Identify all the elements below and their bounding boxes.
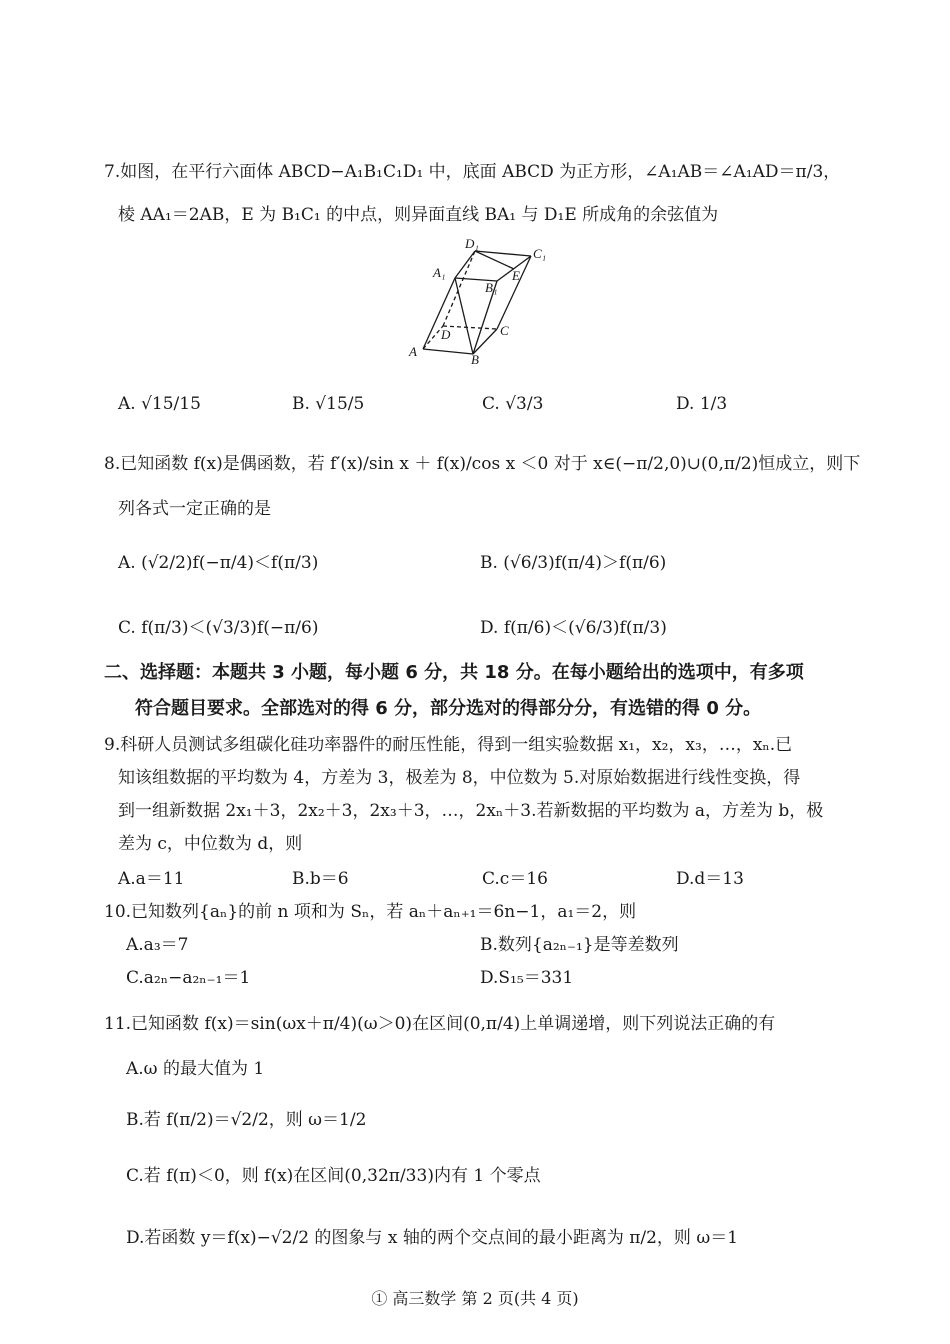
q9-line3: 到一组新数据 2x₁＋3，2x₂＋3，2x₃＋3，…，2xₙ＋3.若新数据的平均数为 a，方差为 b，极 <box>118 801 824 821</box>
q10-option-d: D.S₁₅＝331 <box>480 968 574 988</box>
q7-option-a: A. √15/15 <box>118 394 201 414</box>
q8-option-b: B. (√6/3)f(π/4)＞f(π/6) <box>480 553 667 573</box>
q10-option-c: C.a₂ₙ−a₂ₙ₋₁＝1 <box>126 968 251 988</box>
q11-option-c: C.若 f(π)＜0，则 f(x)在区间(0,32π/33)内有 1 个零点 <box>126 1166 541 1186</box>
q10-option-b: B.数列{a₂ₙ₋₁}是等差数列 <box>480 935 679 955</box>
q8-line2: 列各式一定正确的是 <box>118 499 271 519</box>
q9-option-d: D.d＝13 <box>676 869 744 889</box>
label-B: B <box>471 352 479 366</box>
label-D: D <box>441 327 451 342</box>
q9-option-c: C.c＝16 <box>482 869 548 889</box>
page-footer: ① 高三数学 第 2 页(共 4 页) <box>371 1289 579 1308</box>
parallelepiped-figure <box>405 236 565 366</box>
q8-option-c: C. f(π/3)＜(√3/3)f(−π/6) <box>118 618 319 638</box>
q9-line2: 知该组数据的平均数为 4，方差为 3，极差为 8，中位数为 5.对原始数据进行线性变换，得 <box>118 768 801 788</box>
q9-option-a: A.a＝11 <box>118 869 185 889</box>
label-A: A <box>409 344 417 359</box>
q8-option-a: A. (√2/2)f(−π/4)＜f(π/3) <box>118 553 319 573</box>
label-D1: D₁ <box>465 236 479 251</box>
q11-option-d: D.若函数 y＝f(x)−√2/2 的图象与 x 轴的两个交点间的最小距离为 π/2，则 ω＝1 <box>126 1228 739 1248</box>
q10-option-a: A.a₃＝7 <box>126 935 189 955</box>
section2-heading-line2: 符合题目要求。全部选对的得 6 分，部分选对的得部分分，有选错的得 0 分。 <box>135 698 762 719</box>
q7-line2: 棱 AA₁＝2AB，E 为 B₁C₁ 的中点，则异面直线 BA₁ 与 D₁E 所成角的余弦值为 <box>118 205 719 225</box>
q7-option-b: B. √15/5 <box>292 394 365 414</box>
label-A1: A₁ <box>433 265 446 280</box>
q9-option-b: B.b＝6 <box>292 869 349 889</box>
q10-line1: 10.已知数列{aₙ}的前 n 项和为 Sₙ，若 aₙ＋aₙ₊₁＝6n−1，a₁＝2，则 <box>104 902 637 922</box>
label-C1: C₁ <box>533 246 547 261</box>
q9-line1: 9.科研人员测试多组碳化硅功率器件的耐压性能，得到一组实验数据 x₁，x₂，x₃，…，xₙ.已 <box>104 735 793 755</box>
label-B1: B₁ <box>485 280 498 295</box>
q7-option-c: C. √3/3 <box>482 394 544 414</box>
label-C: C <box>500 323 509 338</box>
label-E: E <box>512 268 520 283</box>
q9-line4: 差为 c，中位数为 d，则 <box>118 834 303 854</box>
q8-option-d: D. f(π/6)＜(√6/3)f(π/3) <box>480 618 667 638</box>
section2-heading-line1: 二、选择题：本题共 3 小题，每小题 6 分，共 18 分。在每小题给出的选项中，有多项 <box>104 662 804 683</box>
q8-line1: 8.已知函数 f(x)是偶函数，若 f′(x)/sin x ＋ f(x)/cos x ＜0 对于 x∈(−π/2,0)∪(0,π/2)恒成立，则下 <box>104 454 861 474</box>
q7-option-d: D. 1/3 <box>676 394 728 414</box>
q11-option-a: A.ω 的最大值为 1 <box>126 1059 265 1079</box>
q11-line1: 11.已知函数 f(x)＝sin(ωx＋π/4)(ω＞0)在区间(0,π/4)上单调递增，则下列说法正确的有 <box>104 1014 776 1034</box>
q7-line1: 7.如图，在平行六面体 ABCD−A₁B₁C₁D₁ 中，底面 ABCD 为正方形，∠A₁AB＝∠A₁AD＝π/3， <box>104 162 841 182</box>
q11-option-b: B.若 f(π/2)＝√2/2，则 ω＝1/2 <box>126 1110 367 1130</box>
